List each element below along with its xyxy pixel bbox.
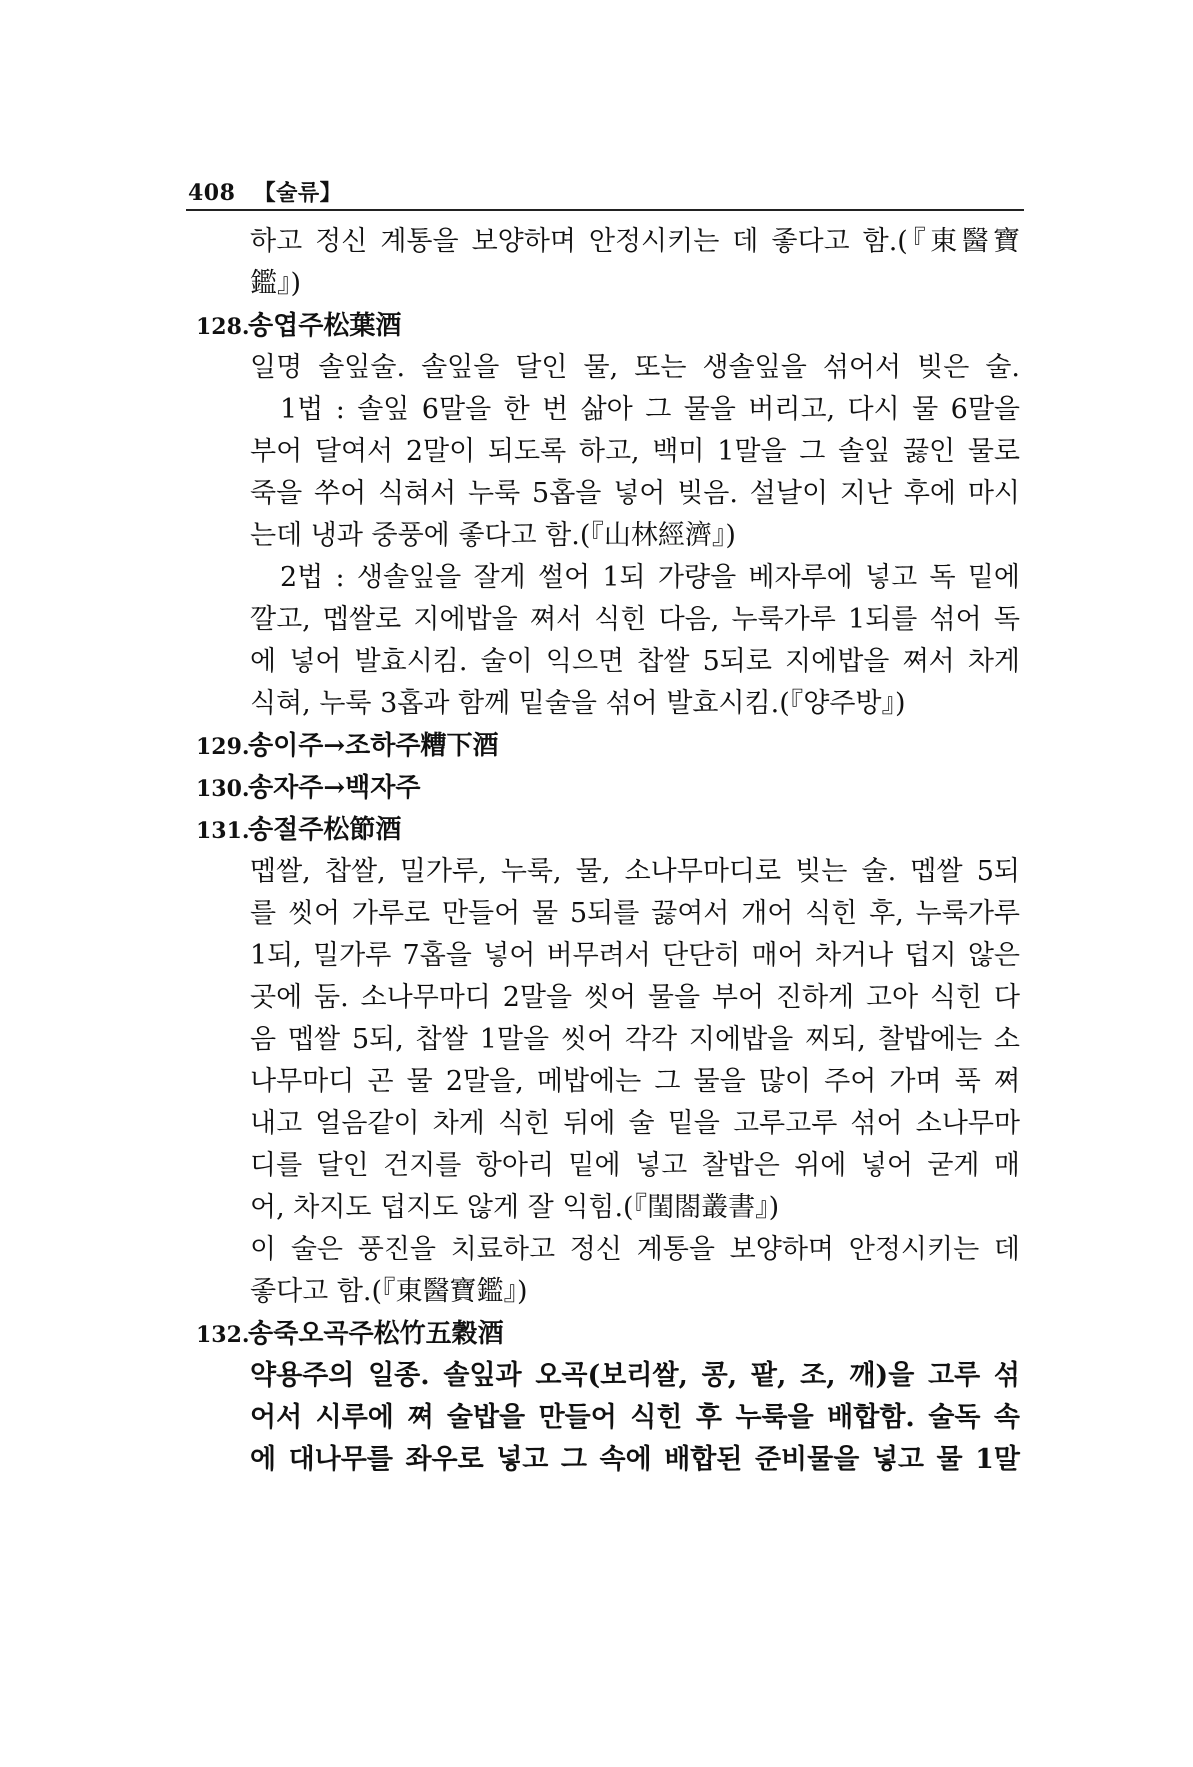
text-line: 는데 냉과 중풍에 좋다고 함.(『山林經濟』) (250, 520, 736, 551)
entry-number: 132. (196, 1322, 250, 1348)
entry-heading (196, 306, 401, 347)
entry-number: 128. (196, 314, 250, 340)
entry-title: 송엽주松葉酒 (248, 311, 402, 341)
text-line: 디를 달인 건지를 항아리 밑에 넣고 찰밥은 위에 넣어 굳게 매 (250, 1150, 1020, 1181)
text-line: 에 대나무를 좌우로 넣고 그 속에 배합된 준비물을 넣고 물 1말 (250, 1444, 1020, 1475)
text-line: 이 술은 풍진을 치료하고 정신 계통을 보양하며 안정시키는 데 (250, 1234, 1020, 1265)
entry-number: 130. (196, 776, 250, 802)
text-line: 하고 정신 계통을 보양하며 안정시키는 데 좋다고 함.(『東醫寶 (250, 226, 1020, 257)
text-line: 2법 : 생솔잎을 잘게 썰어 1되 가량을 베자루에 넣고 독 밑에 (280, 562, 1020, 593)
entry-number: 131. (196, 818, 250, 844)
header-rule (186, 209, 1024, 211)
text-line: 鑑』) (250, 268, 302, 299)
text-line: 를 씻어 가루로 만들어 물 5되를 끓여서 개어 식힌 후, 누룩가루 (250, 898, 1020, 929)
entry-heading (196, 768, 420, 809)
text-line: 나무마디 곤 물 2말을, 메밥에는 그 물을 많이 주어 가며 푹 쪄 (250, 1066, 1020, 1097)
section-title: 【술류】 (253, 180, 343, 206)
text-line: 1되, 밀가루 7홉을 넣어 버무려서 단단히 매어 차거나 덥지 않은 (250, 940, 1020, 971)
entry-heading (196, 1314, 504, 1355)
text-line: 좋다고 함.(『東醫寶鑑』) (250, 1276, 528, 1307)
entry-title: 송절주松節酒 (248, 815, 402, 845)
text-line: 약용주의 일종. 솔잎과 오곡(보리쌀, 콩, 팥, 조, 깨)을 고루 섞 (250, 1360, 1020, 1391)
page-number: 408 (188, 180, 236, 206)
entry-title: 송이주→조하주糟下酒 (248, 731, 499, 761)
text-line: 내고 얼음같이 차게 식힌 뒤에 술 밑을 고루고루 섞어 소나무마 (250, 1108, 1020, 1139)
text-line: 곳에 둠. 소나무마디 2말을 씻어 물을 부어 진하게 고아 식힌 다 (250, 982, 1020, 1013)
entry-heading (196, 810, 401, 851)
text-line: 일명 솔잎술. 솔잎을 달인 물, 또는 생솔잎을 섞어서 빚은 술. (250, 352, 1020, 383)
text-line: 깔고, 멥쌀로 지에밥을 쪄서 식힌 다음, 누룩가루 1되를 섞어 독 (250, 604, 1020, 635)
entry-title: 송죽오곡주松竹五穀酒 (248, 1319, 504, 1349)
entry-title: 송자주→백자주 (248, 773, 421, 803)
text-line: 음 멥쌀 5되, 찹쌀 1말을 씻어 각각 지에밥을 찌되, 찰밥에는 소 (250, 1024, 1020, 1055)
page-header (188, 176, 342, 207)
text-line: 식혀, 누룩 3홉과 함께 밑술을 섞어 발효시킴.(『양주방』) (250, 688, 906, 719)
entry-number: 129. (196, 734, 250, 760)
text-line: 에 넣어 발효시킴. 술이 익으면 찹쌀 5되로 지에밥을 쪄서 차게 (250, 646, 1020, 677)
text-line: 멥쌀, 찹쌀, 밀가루, 누룩, 물, 소나무마디로 빚는 술. 멥쌀 5되 (250, 856, 1020, 887)
text-line: 부어 달여서 2말이 되도록 하고, 백미 1말을 그 솔잎 끓인 물로 (250, 436, 1020, 467)
text-line: 어, 차지도 덥지도 않게 잘 익힘.(『閨閤叢書』) (250, 1192, 780, 1223)
text-line: 1법 : 솔잎 6말을 한 번 삶아 그 물을 버리고, 다시 물 6말을 (280, 394, 1020, 425)
entry-heading (196, 726, 498, 767)
text-line: 죽을 쑤어 식혀서 누룩 5홉을 넣어 빚음. 설날이 지난 후에 마시 (250, 478, 1020, 509)
text-line: 어서 시루에 쪄 술밥을 만들어 식힌 후 누룩을 배합함. 술독 속 (250, 1402, 1020, 1433)
